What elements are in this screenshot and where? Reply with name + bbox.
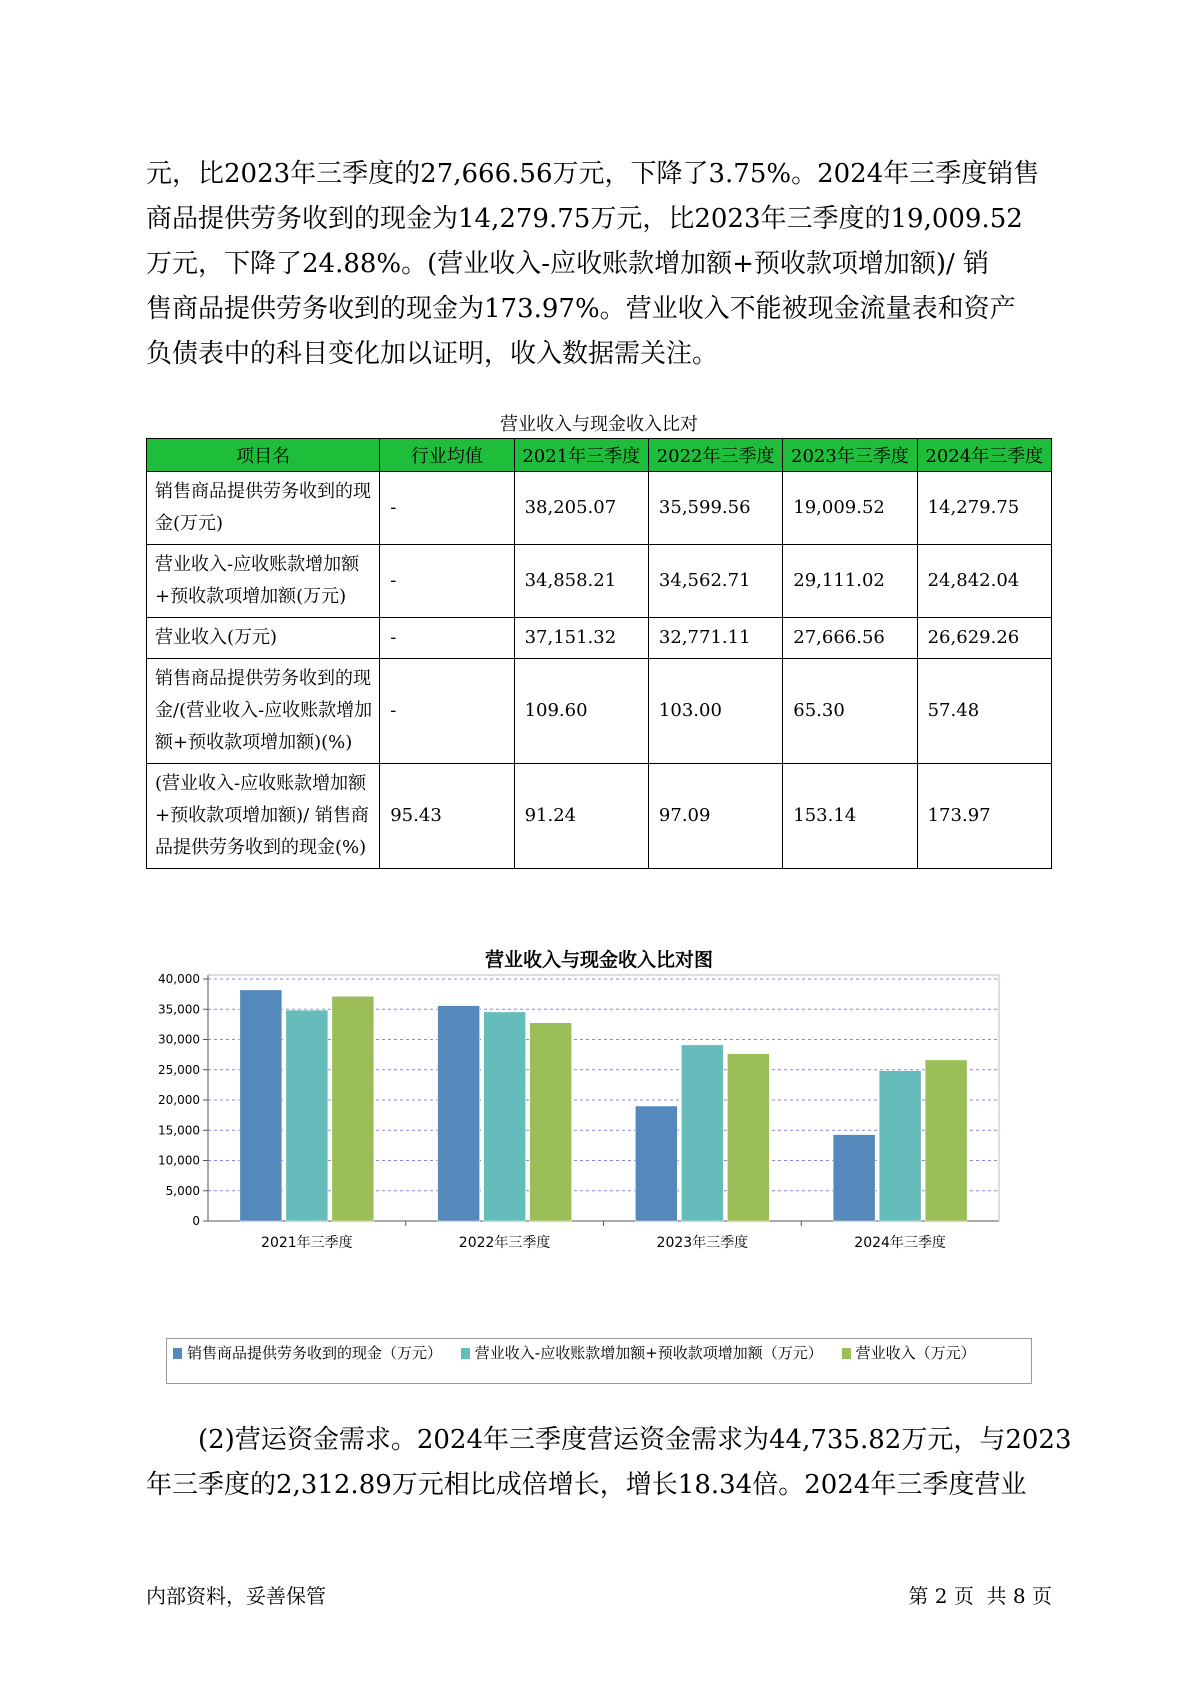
bar (240, 990, 282, 1221)
cell: - (380, 472, 514, 545)
cell: 34,858.21 (514, 545, 648, 618)
paragraph-2 (146, 1418, 1072, 1508)
row-label: 营业收入-应收账款增加额+预收款项增加额(万元) (147, 545, 380, 618)
cell: - (380, 659, 514, 764)
legend-swatch (173, 1348, 182, 1359)
paragraph-line: 负债表中的科目变化加以证明，收入数据需关注。 (146, 339, 719, 369)
legend-label: 销售商品提供劳务收到的现金（万元） (187, 1344, 443, 1362)
paragraph-1 (146, 152, 1052, 377)
y-tick-label: 0 (192, 1214, 200, 1228)
bar (879, 1071, 921, 1221)
row-label: 销售商品提供劳务收到的现金/(营业收入-应收账款增加额+预收款项增加额)(%) (147, 659, 380, 764)
cell: 19,009.52 (783, 472, 917, 545)
bar-chart (146, 945, 1052, 1395)
cell: 34,562.71 (648, 545, 782, 618)
footer-page-number: 第 2 页 共 8 页 (908, 1584, 1052, 1608)
y-tick-label: 35,000 (158, 1002, 200, 1017)
cell: 29,111.02 (783, 545, 917, 618)
x-tick-label: 2022年三季度 (458, 1235, 551, 1251)
bar (286, 1010, 328, 1221)
y-tick-label: 40,000 (158, 972, 200, 986)
paragraph-line: 商品提供劳务收到的现金为14,279.75万元，比2023年三季度的19,009.52 (146, 204, 1023, 234)
cell: - (380, 618, 514, 659)
row-label: 销售商品提供劳务收到的现金(万元) (147, 472, 380, 545)
table-row (147, 659, 1052, 764)
legend-swatch (461, 1348, 470, 1359)
y-tick-label: 25,000 (158, 1062, 200, 1077)
cell: 27,666.56 (783, 618, 917, 659)
cell: 173.97 (917, 764, 1051, 869)
cell: 97.09 (648, 764, 782, 869)
table-row (147, 545, 1052, 618)
bar (332, 996, 374, 1221)
cell: 95.43 (380, 764, 514, 869)
x-tick-label: 2024年三季度 (854, 1235, 946, 1251)
cell: 26,629.26 (917, 618, 1051, 659)
y-tick-label: 10,000 (158, 1153, 200, 1168)
table-row (147, 472, 1052, 545)
header-2022: 2022年三季度 (648, 439, 782, 472)
cell: 38,205.07 (514, 472, 648, 545)
chart-svg (146, 945, 1052, 1340)
y-tick-label: 30,000 (158, 1032, 200, 1047)
cell: 91.24 (514, 764, 648, 869)
legend-item (173, 1343, 442, 1363)
paragraph-line: (2)营运资金需求。2024年三季度营运资金需求为44,735.82万元，与2023 (198, 1425, 1072, 1455)
footer-confidential: 内部资料，妥善保管 (146, 1584, 326, 1608)
header-item-name: 项目名 (147, 439, 380, 472)
y-tick-label: 5,000 (165, 1183, 200, 1198)
header-2023: 2023年三季度 (783, 439, 917, 472)
cell: 37,151.32 (514, 618, 648, 659)
chart-title: 营业收入与现金收入比对图 (484, 949, 713, 971)
bar (727, 1054, 769, 1221)
paragraph-line: 元，比2023年三季度的27,666.56万元，下降了3.75%。2024年三季度销售 (146, 159, 1040, 189)
header-2021: 2021年三季度 (514, 439, 648, 472)
cell: 57.48 (917, 659, 1051, 764)
cell: 24,842.04 (917, 545, 1051, 618)
paragraph-line: 售商品提供劳务收到的现金为173.97%。营业收入不能被现金流量表和资产 (146, 294, 1016, 324)
legend-item (842, 1343, 976, 1363)
row-label: (营业收入-应收账款增加额+预收款项增加额)/ 销售商品提供劳务收到的现金(%) (147, 764, 380, 869)
table-header-row (147, 439, 1052, 472)
legend-swatch (842, 1348, 851, 1359)
x-tick-label: 2021年三季度 (261, 1235, 353, 1251)
table-caption: 营业收入与现金收入比对 (500, 414, 698, 435)
chart-legend (166, 1338, 1032, 1384)
bar (925, 1060, 967, 1221)
cell: 35,599.56 (648, 472, 782, 545)
bar (635, 1106, 677, 1221)
bar (681, 1045, 723, 1221)
cell: 32,771.11 (648, 618, 782, 659)
legend-label: 营业收入-应收账款增加额+预收款项增加额（万元） (474, 1344, 823, 1362)
cell: 109.60 (514, 659, 648, 764)
table-row (147, 764, 1052, 869)
cell: 14,279.75 (917, 472, 1051, 545)
paragraph-line: 年三季度的2,312.89万元相比成倍增长，增长18.34倍。2024年三季度营业 (146, 1470, 1027, 1500)
legend-item (461, 1343, 823, 1363)
table-row (147, 618, 1052, 659)
row-label: 营业收入(万元) (147, 618, 380, 659)
y-tick-label: 20,000 (158, 1093, 200, 1107)
cell: - (380, 545, 514, 618)
bar (530, 1023, 572, 1221)
y-tick-label: 15,000 (158, 1123, 200, 1138)
cell: 103.00 (648, 659, 782, 764)
legend-label: 营业收入（万元） (855, 1344, 976, 1362)
comparison-table (146, 438, 1052, 869)
paragraph-line: 万元，下降了24.88%。(营业收入-应收账款增加额+预收款项增加额)/ 销 (146, 249, 990, 279)
x-tick-label: 2023年三季度 (656, 1235, 749, 1251)
bar (833, 1135, 875, 1221)
cell: 153.14 (783, 764, 917, 869)
header-industry-avg: 行业均值 (380, 439, 514, 472)
bar (438, 1006, 480, 1221)
cell: 65.30 (783, 659, 917, 764)
header-2024: 2024年三季度 (917, 439, 1051, 472)
bar (484, 1012, 526, 1221)
